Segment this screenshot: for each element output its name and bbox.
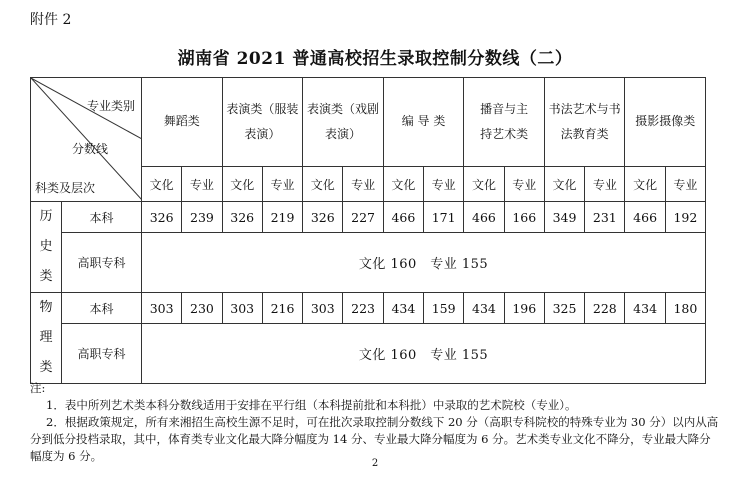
score-cell: 230 <box>182 293 222 324</box>
score-cell: 326 <box>303 202 343 233</box>
subheader-culture: 文化 <box>544 167 584 202</box>
corner-label-level: 科类及层次 <box>35 181 96 195</box>
level-label-undergrad: 本科 <box>62 202 142 233</box>
level-label-undergrad: 本科 <box>62 293 142 324</box>
score-cell: 434 <box>464 293 504 324</box>
score-cell: 434 <box>625 293 665 324</box>
category-header-fashion-performance: 表演类（服装 表演） <box>222 78 303 167</box>
note-item: 2．根据政策规定，所有来湘招生高校生源不足时，可在批次录取控制分数线下 20 分（高职专科院校的特殊专业为 30 分）以内从高分到低分投档录取，其中，体育类专业文化最大降分幅度为 14 分、专业最大降分幅度为 6 分。艺术类专业文化不降分，专业最大降分幅度为 6 分。 <box>30 415 719 463</box>
score-cell: 231 <box>585 202 625 233</box>
table-row-physics-vocational <box>31 324 706 384</box>
notes-section <box>30 380 720 465</box>
score-cell: 228 <box>585 293 625 324</box>
corner-header-cell <box>31 78 142 202</box>
category-header-directing: 编 导 类 <box>383 78 464 167</box>
header-row-categories <box>31 78 706 167</box>
score-cell: 466 <box>383 202 423 233</box>
subject-physics: 物 理 类 <box>31 293 62 384</box>
category-header-photography: 摄影摄像类 <box>625 78 706 167</box>
table-row-physics-undergrad <box>31 293 706 324</box>
score-cell: 466 <box>464 202 504 233</box>
subheader-major: 专业 <box>182 167 222 202</box>
score-cell: 303 <box>303 293 343 324</box>
merged-score-history-vocational: 文化 160 专业 155 <box>142 233 706 293</box>
score-cell: 303 <box>142 293 182 324</box>
document-title: 湖南省 2021 普通高校招生录取控制分数线（二） <box>177 49 573 69</box>
subheader-major: 专业 <box>262 167 302 202</box>
subject-history: 历 史 类 <box>31 202 62 293</box>
score-table <box>30 77 706 384</box>
page-number: 2 <box>371 458 379 469</box>
score-cell: 166 <box>504 202 544 233</box>
table-row-history-undergrad <box>31 202 706 233</box>
merged-score-physics-vocational: 文化 160 专业 155 <box>142 324 706 384</box>
note-item: 1．表中所列艺术类本科分数线适用于安排在平行组（本科提前批和本科批）中录取的艺术院校（专业）。 <box>46 398 577 412</box>
score-cell: 326 <box>222 202 262 233</box>
subheader-major: 专业 <box>585 167 625 202</box>
level-label-vocational: 高职专科 <box>62 233 142 293</box>
score-cell: 159 <box>424 293 464 324</box>
category-header-drama-performance: 表演类（戏剧 表演） <box>303 78 384 167</box>
subheader-culture: 文化 <box>142 167 182 202</box>
subheader-culture: 文化 <box>464 167 504 202</box>
score-cell: 196 <box>504 293 544 324</box>
score-cell: 171 <box>424 202 464 233</box>
subheader-culture: 文化 <box>303 167 343 202</box>
score-cell: 219 <box>262 202 302 233</box>
score-cell: 325 <box>544 293 584 324</box>
subheader-major: 专业 <box>504 167 544 202</box>
subheader-major: 专业 <box>424 167 464 202</box>
score-cell: 434 <box>383 293 423 324</box>
subheader-major: 专业 <box>343 167 383 202</box>
score-cell: 227 <box>343 202 383 233</box>
category-header-dance: 舞蹈类 <box>142 78 223 167</box>
corner-label-score: 分数线 <box>72 142 109 156</box>
attachment-label: 附件 2 <box>30 12 72 28</box>
category-header-calligraphy: 书法艺术与书 法教育类 <box>544 78 625 167</box>
notes-label: 注: <box>30 381 46 395</box>
score-cell: 326 <box>142 202 182 233</box>
score-cell: 223 <box>343 293 383 324</box>
category-header-broadcasting-hosting: 播音与主 持艺术类 <box>464 78 545 167</box>
score-cell: 239 <box>182 202 222 233</box>
corner-label-category: 专业类别 <box>86 99 135 113</box>
score-cell: 216 <box>262 293 302 324</box>
subheader-culture: 文化 <box>383 167 423 202</box>
score-cell: 349 <box>544 202 584 233</box>
table-row-history-vocational <box>31 233 706 293</box>
subheader-culture: 文化 <box>625 167 665 202</box>
score-cell: 466 <box>625 202 665 233</box>
score-cell: 192 <box>665 202 705 233</box>
subheader-culture: 文化 <box>222 167 262 202</box>
level-label-vocational: 高职专科 <box>62 324 142 384</box>
score-cell: 303 <box>222 293 262 324</box>
score-cell: 180 <box>665 293 705 324</box>
subheader-major: 专业 <box>665 167 705 202</box>
